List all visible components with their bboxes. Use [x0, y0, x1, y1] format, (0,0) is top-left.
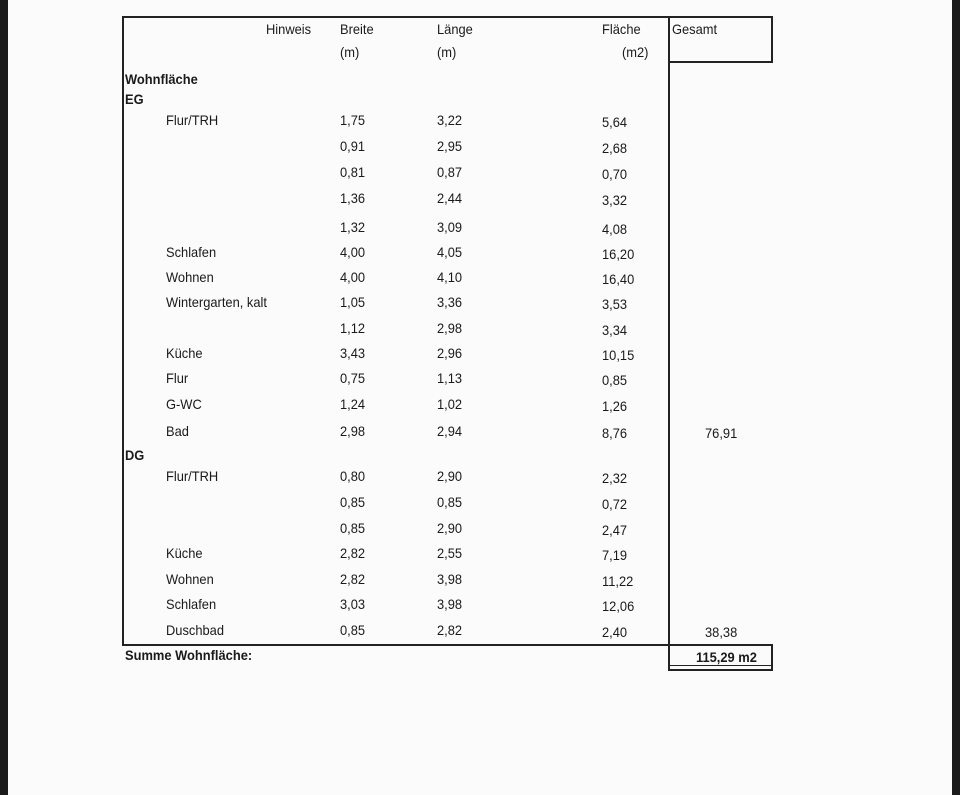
cell-breite: 1,32: [340, 219, 366, 235]
cell-laenge: 2,90: [437, 468, 463, 484]
cell-breite: 0,85: [340, 520, 366, 536]
cell-breite: 1,36: [340, 190, 366, 206]
cell-name: Schlafen: [166, 596, 217, 612]
cell-flaeche: 3,32: [602, 192, 628, 208]
header-bottom-border: [669, 61, 773, 63]
cell-laenge: 1,13: [437, 370, 463, 386]
cell-flaeche: 7,19: [602, 547, 628, 563]
summe-label: Summe Wohnfläche:: [125, 647, 253, 663]
cell-breite: 0,75: [340, 370, 366, 386]
cell-laenge: 3,22: [437, 112, 463, 128]
eg-label: EG: [125, 91, 144, 107]
cell-name: Wohnen: [166, 571, 214, 587]
cell-laenge: 2,94: [437, 423, 463, 439]
cell-flaeche: 12,06: [602, 598, 635, 614]
summe-value: 115,29 m2: [696, 649, 757, 665]
cell-name: Bad: [166, 423, 189, 439]
table-top-border: [122, 16, 773, 18]
cell-name: Flur/TRH: [166, 112, 219, 128]
cell-breite: 4,00: [340, 269, 366, 285]
header-breite: Breite: [340, 21, 374, 37]
cell-flaeche: 4,08: [602, 221, 628, 237]
cell-breite: 1,75: [340, 112, 366, 128]
header-laenge-unit: (m): [437, 44, 457, 60]
cell-laenge: 0,85: [437, 494, 463, 510]
cell-flaeche: 0,70: [602, 166, 628, 182]
summe-box-underline-1: [669, 665, 773, 666]
cell-flaeche: 16,20: [602, 246, 635, 262]
cell-gesamt: 38,38: [705, 624, 738, 640]
header-laenge: Länge: [437, 21, 473, 37]
dg-label: DG: [125, 447, 145, 463]
cell-flaeche: 16,40: [602, 271, 635, 287]
cell-name: Wintergarten, kalt: [166, 294, 267, 310]
document-page: [8, 0, 952, 795]
cell-flaeche: 2,32: [602, 470, 628, 486]
cell-flaeche: 0,72: [602, 496, 628, 512]
cell-name: Wohnen: [166, 269, 214, 285]
cell-breite: 0,81: [340, 164, 366, 180]
summe-box-right-border: [771, 644, 773, 671]
cell-name: Küche: [166, 545, 203, 561]
header-breite-unit: (m): [340, 44, 360, 60]
cell-flaeche: 11,22: [602, 573, 634, 589]
cell-laenge: 2,55: [437, 545, 463, 561]
cell-laenge: 4,05: [437, 244, 463, 260]
header-hinweis: Hinweis: [266, 21, 312, 37]
cell-breite: 1,12: [340, 320, 366, 336]
cell-name: Schlafen: [166, 244, 217, 260]
cell-laenge: 2,95: [437, 138, 463, 154]
summe-box-underline-2: [669, 669, 773, 671]
cell-name: Küche: [166, 345, 203, 361]
gesamt-column-divider: [668, 16, 670, 671]
cell-gesamt: 76,91: [705, 425, 738, 441]
cell-laenge: 3,98: [437, 571, 463, 587]
cell-name: Flur/TRH: [166, 468, 219, 484]
cell-breite: 4,00: [340, 244, 366, 260]
cell-breite: 3,43: [340, 345, 366, 361]
cell-flaeche: 10,15: [602, 347, 635, 363]
cell-laenge: 2,98: [437, 320, 463, 336]
cell-laenge: 2,90: [437, 520, 463, 536]
header-flaeche-unit: (m2): [622, 44, 649, 60]
cell-breite: 0,91: [340, 138, 366, 154]
header-gesamt: Gesamt: [672, 21, 718, 37]
cell-flaeche: 2,68: [602, 140, 628, 156]
cell-name: G-WC: [166, 396, 202, 412]
cell-flaeche: 0,85: [602, 372, 628, 388]
cell-laenge: 3,98: [437, 596, 463, 612]
cell-laenge: 2,96: [437, 345, 463, 361]
cell-laenge: 2,44: [437, 190, 463, 206]
cell-breite: 2,98: [340, 423, 366, 439]
cell-breite: 2,82: [340, 545, 366, 561]
section-title: Wohnfläche: [125, 71, 198, 87]
table-right-border: [771, 16, 773, 63]
cell-breite: 1,24: [340, 396, 366, 412]
cell-name: Flur: [166, 370, 189, 386]
cell-breite: 0,85: [340, 494, 366, 510]
table-left-border: [122, 16, 124, 646]
cell-breite: 3,03: [340, 596, 366, 612]
cell-name: Duschbad: [166, 622, 225, 638]
cell-flaeche: 8,76: [602, 425, 628, 441]
cell-flaeche: 2,47: [602, 522, 628, 538]
header-flaeche: Fläche: [602, 21, 641, 37]
cell-flaeche: 3,34: [602, 322, 628, 338]
cell-laenge: 3,36: [437, 294, 463, 310]
cell-laenge: 4,10: [437, 269, 463, 285]
cell-flaeche: 2,40: [602, 624, 628, 640]
table-bottom-border: [122, 644, 773, 646]
cell-laenge: 3,09: [437, 219, 463, 235]
cell-flaeche: 1,26: [602, 398, 628, 414]
cell-breite: 0,80: [340, 468, 366, 484]
cell-flaeche: 3,53: [602, 296, 628, 312]
cell-breite: 2,82: [340, 571, 366, 587]
cell-laenge: 0,87: [437, 164, 463, 180]
cell-breite: 0,85: [340, 622, 366, 638]
cell-laenge: 2,82: [437, 622, 463, 638]
cell-breite: 1,05: [340, 294, 366, 310]
cell-laenge: 1,02: [437, 396, 463, 412]
cell-flaeche: 5,64: [602, 114, 628, 130]
